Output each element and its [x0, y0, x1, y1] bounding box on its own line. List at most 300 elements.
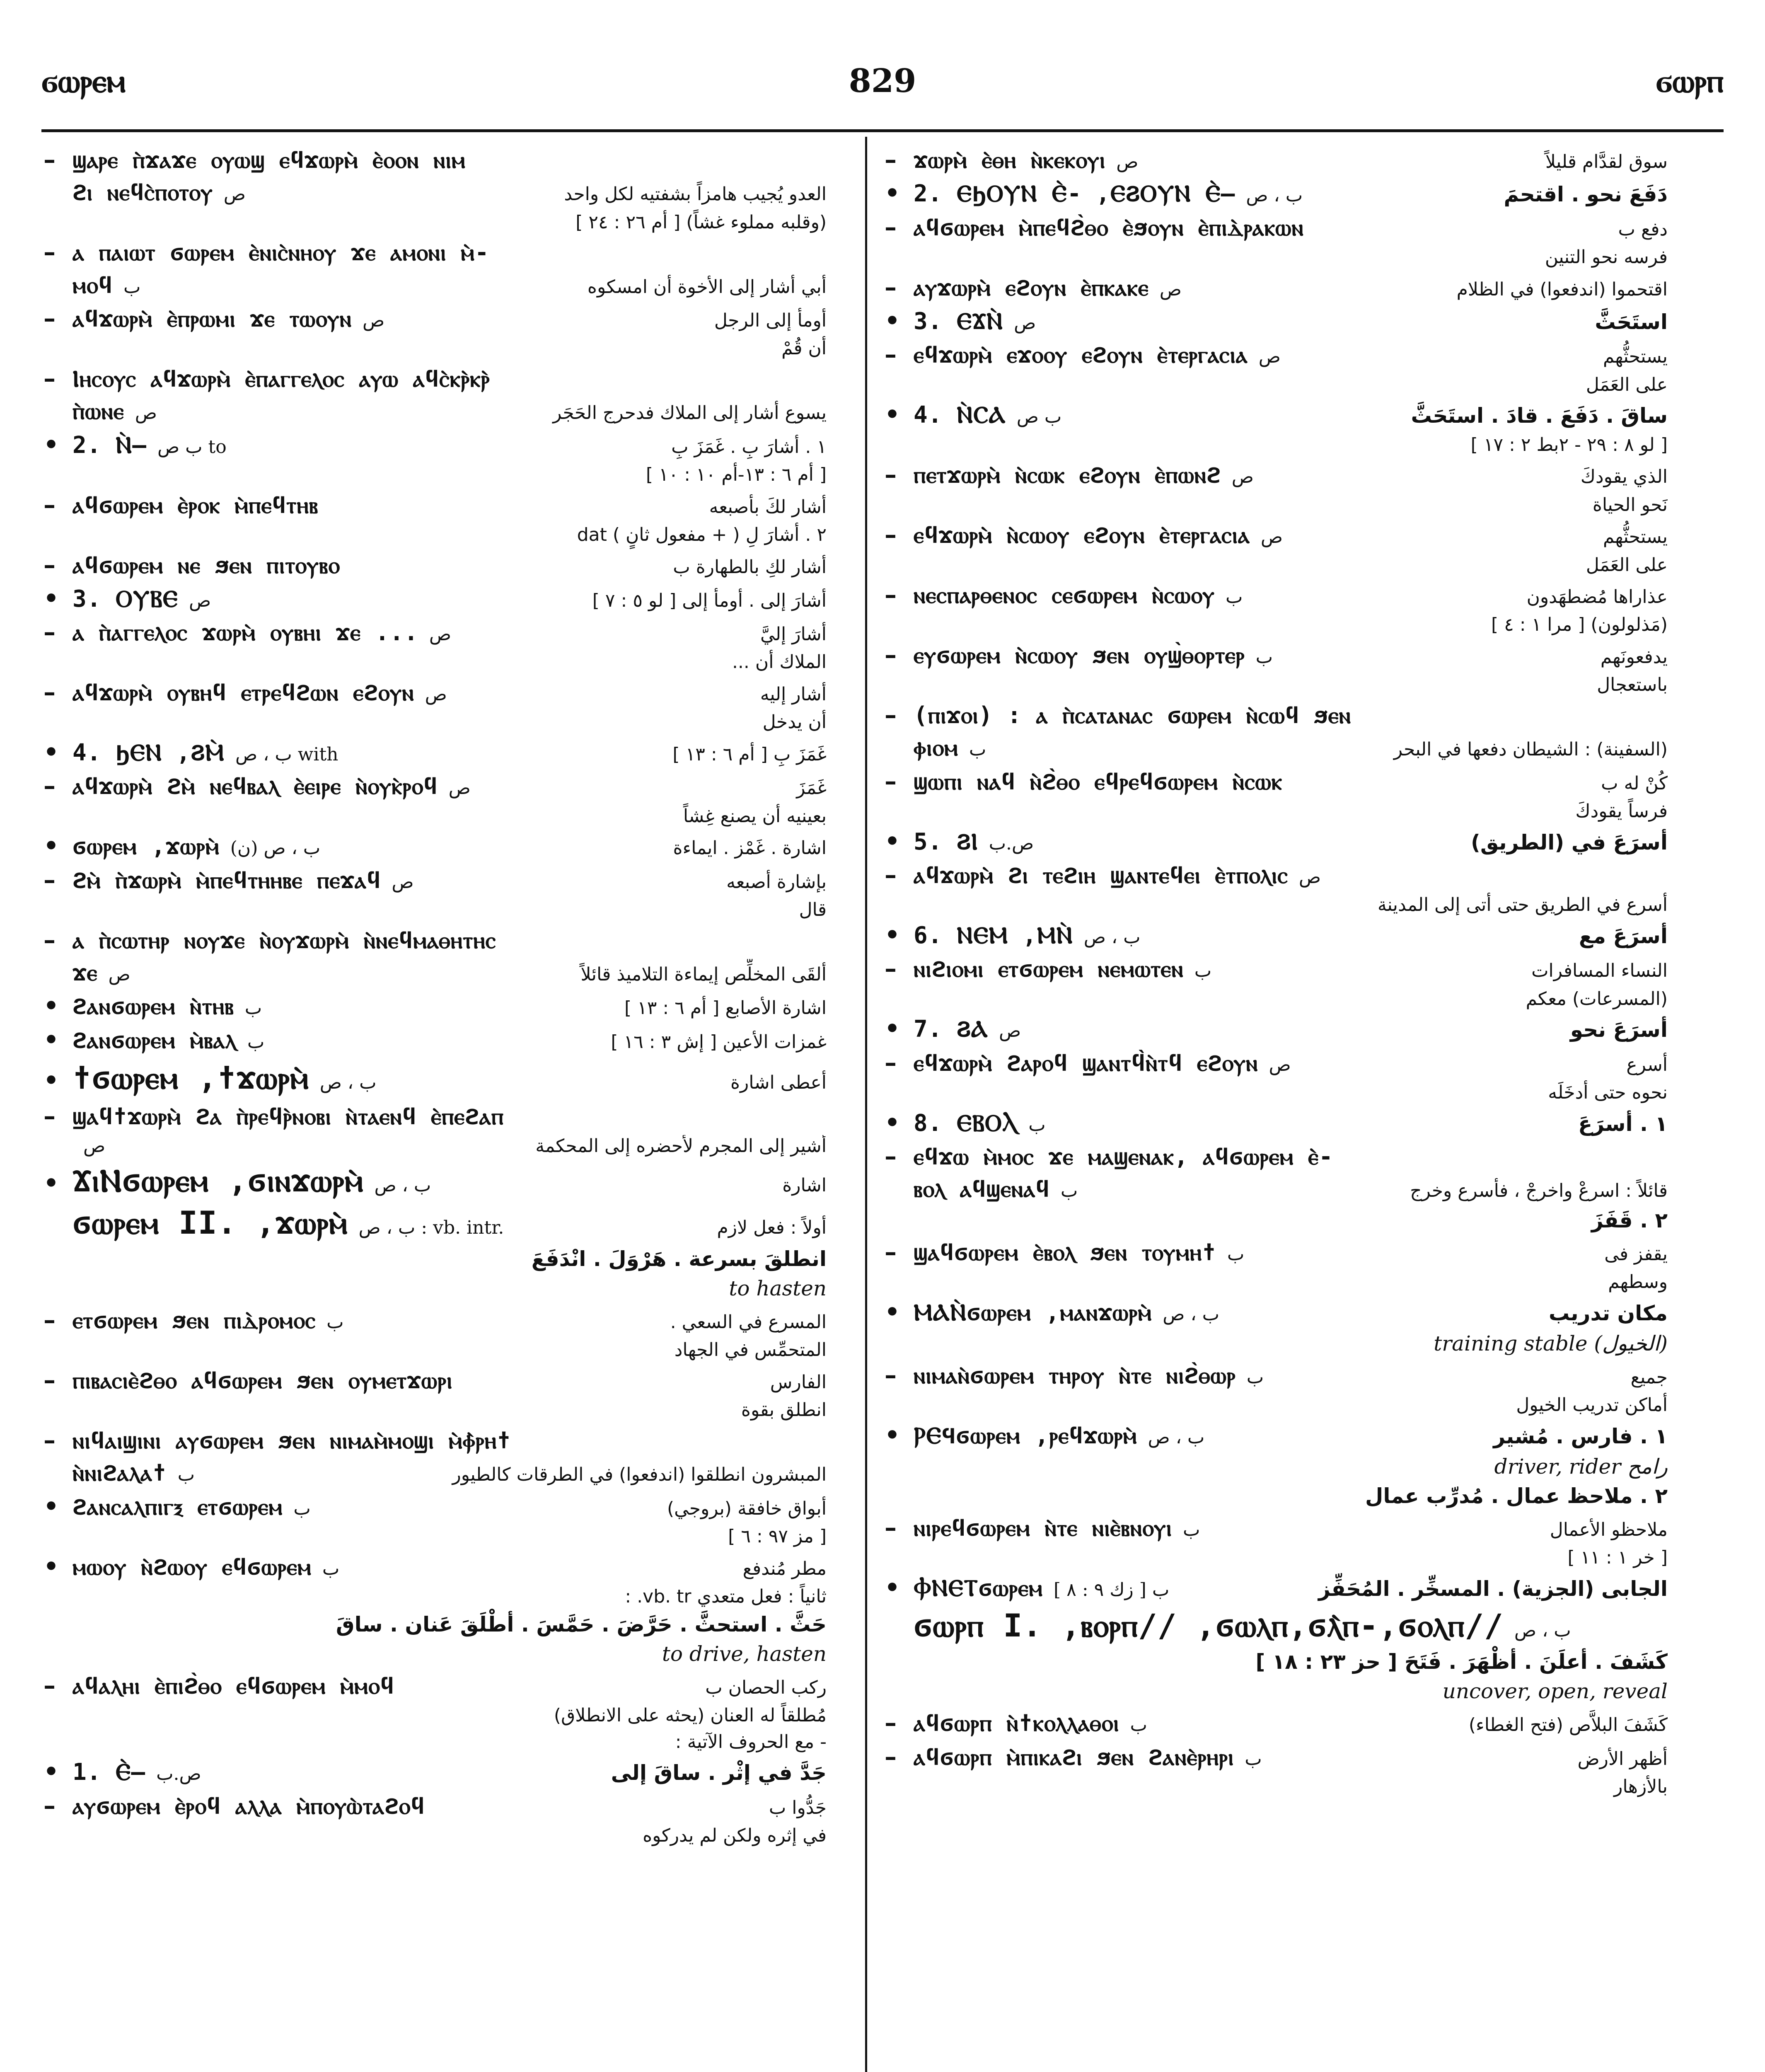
dictionary-entry — [44, 678, 827, 707]
dialect-label: ص — [1014, 312, 1036, 334]
entry-marker: – — [44, 145, 56, 174]
entry-line — [44, 271, 827, 300]
dictionary-entry — [885, 460, 1668, 489]
dictionary-entry — [44, 364, 827, 393]
dictionary-entry — [885, 954, 1668, 983]
arabic-gloss-continued: فرساً يقودكَ — [1575, 801, 1668, 822]
dictionary-entry — [885, 179, 1668, 208]
entry-line — [885, 767, 1668, 796]
dictionary-entry — [44, 464, 827, 486]
coptic-headword: 2. ⲈϦⲞⲨⲚ Ⲉ̀- ,ⲈϨⲞⲨⲚ Ⲉ̀– — [914, 180, 1236, 208]
arabic-gloss-continued: نَحو الحياة — [1592, 494, 1668, 516]
dictionary-entry — [44, 1825, 827, 1847]
entry-line — [44, 584, 827, 613]
arabic-gloss: أشار لكَ بأصبعه — [709, 496, 827, 518]
entry-line — [44, 1492, 827, 1521]
header-left-guideword: ϭⲱⲣⲉⲙ — [41, 62, 126, 100]
entry-line — [885, 340, 1668, 369]
coptic-headword: ⲛⲓⲣⲉϥϭⲱⲣⲉⲙ ⲛ̀ⲧⲉ ⲛⲓⲉ̀ⲃⲛⲟⲩⲓ — [914, 1515, 1173, 1542]
dictionary-entry — [44, 1459, 827, 1487]
coptic-headword: ⲁⲩϭⲱⲣⲉⲙ ⲉ̀ⲣⲟϥ ⲁⲗⲗⲁ ⲙ̀ⲡⲟⲩⲱ̀ⲧⲁϩⲟϥ — [73, 1792, 425, 1820]
arabic-gloss-continued: [ مز ٩٧ : ٦ ] — [728, 1525, 827, 1547]
arabic-gloss: غَمَزَ — [796, 777, 827, 799]
entry-line — [44, 1426, 827, 1455]
dictionary-entry — [44, 771, 827, 801]
entry-marker: • — [885, 306, 900, 335]
coptic-headword: 1. Ⲉ̀– — [73, 1759, 146, 1786]
dictionary-entry — [885, 1484, 1668, 1509]
entry-marker: – — [885, 701, 897, 729]
entry-marker: – — [885, 1142, 897, 1170]
arabic-gloss: يسوع أشار إلى الملاك فدحرج الحَجَر — [553, 402, 827, 424]
entry-line — [885, 827, 1668, 856]
coptic-headword: ϩⲁⲛϭⲱⲣⲉⲙ ⲙ̀ⲃⲁⲗ — [73, 1026, 237, 1054]
dictionary-entry — [885, 520, 1668, 549]
arabic-gloss: استَحَثَّ — [1595, 310, 1668, 334]
entry-line — [44, 364, 827, 393]
coptic-headword: ⲡ̀ⲱⲛⲉ — [73, 398, 124, 425]
arabic-gloss-continued: وسطهم — [1608, 1271, 1668, 1293]
entry-marker: • — [44, 992, 59, 1020]
arabic-gloss: ساقَ . دَفَعَ . قادَ . استَحَثَّ — [1411, 404, 1668, 428]
dictionary-entry — [885, 1108, 1668, 1138]
arabic-gloss: يقفز فى — [1604, 1243, 1668, 1265]
dialect-label: ب — [1227, 1243, 1245, 1265]
dialect-label: ب ، ص — [319, 1072, 377, 1093]
entry-marker: – — [44, 364, 56, 392]
entry-line — [44, 397, 827, 426]
coptic-headword: ⲫⲓⲟⲙ — [914, 734, 958, 762]
dialect-label: ب — [1246, 1366, 1264, 1388]
entry-marker: • — [885, 921, 900, 949]
dialect-label: ب — [1028, 1114, 1046, 1135]
dialect-label: ص.ب — [989, 833, 1034, 854]
entry-marker: – — [44, 772, 56, 800]
entry-marker: – — [885, 1360, 897, 1389]
entry-marker: • — [885, 400, 900, 429]
dictionary-entry — [885, 580, 1668, 610]
entry-marker: • — [885, 827, 900, 855]
dictionary-entry — [885, 988, 1668, 1010]
arabic-gloss: دَفَعَ نحو . اقتحمَ — [1504, 182, 1668, 207]
entry-marker: – — [885, 1742, 897, 1771]
entry-line — [44, 430, 827, 460]
dialect-label: ب ، ص — [1246, 185, 1303, 206]
coptic-headword: ⲉϥϫⲱⲣⲙ̀ ⲉϫⲟⲟⲩ ⲉϩⲟⲩⲛ ⲉ̀ⲧⲉⲣⲅⲁⲥⲓⲁ — [914, 341, 1248, 369]
coptic-headword: ⲁⲩϫⲱⲣⲙ̀ ⲉϩⲟⲩⲛ ⲉ̀ⲡⲕⲁⲕⲉ — [914, 274, 1149, 301]
dictionary-entry — [44, 584, 827, 613]
arabic-gloss: أولاً : فعل لازم — [717, 1217, 827, 1239]
dictionary-entry — [44, 1101, 827, 1131]
coptic-headword: ⲉⲧϭⲱⲣⲉⲙ ϧⲉⲛ ⲡⲓⲇ̀ⲣⲟⲙⲟⲥ — [73, 1307, 316, 1334]
dictionary-entry — [44, 1612, 827, 1637]
arabic-gloss: أسرَعَ مع — [1579, 924, 1668, 949]
arabic-gloss-continued: أن يدخل — [762, 712, 827, 733]
coptic-headword: ⲁϥϭⲱⲣⲡ ⲙ̀ⲡⲓⲕⲁϩⲓ ϧⲉⲛ ϩⲁⲛⲉ̀ⲣⲏⲣⲓ — [914, 1743, 1234, 1771]
dialect-label: ص.ب — [156, 1763, 201, 1785]
dictionary-entry — [44, 1204, 827, 1242]
entry-line — [885, 213, 1668, 242]
arabic-gloss: أشارَ إلى . أومأ إلى [ لو ٥ : ٧ ] — [592, 590, 827, 611]
arabic-gloss: ملاحظو الأعمال — [1550, 1519, 1668, 1541]
arabic-gloss: ١ . أشارَ بِ . غَمَزَ بِ — [671, 436, 827, 457]
entry-marker: • — [885, 1297, 900, 1326]
entry-marker: – — [885, 1048, 897, 1077]
dictionary-entry — [885, 920, 1668, 950]
dictionary-entry — [885, 1776, 1668, 1798]
coptic-headword: ϫⲉ — [73, 959, 98, 986]
entry-marker: – — [885, 1709, 897, 1737]
entry-line — [44, 490, 827, 520]
arabic-gloss: كُنْ له ب — [1601, 772, 1668, 794]
coptic-headword: ⲉⲩϭⲱⲣⲉⲙ ⲛ̀ⲥⲱⲟⲩ ϧⲉⲛ ⲟⲩϣ̀ⲑⲟⲣⲧⲉⲣ — [914, 642, 1245, 669]
arabic-gloss: الذي يقودكَ — [1580, 466, 1668, 488]
coptic-headword: ϯϭⲱⲣⲉⲙ ,ϯϫⲱⲣⲙ̀ — [73, 1059, 309, 1096]
entry-line — [44, 237, 827, 267]
dialect-label: ص — [135, 402, 157, 424]
entry-line — [885, 1142, 1668, 1171]
dialect-label: ب — [1060, 1180, 1078, 1202]
entry-line — [44, 179, 827, 207]
dictionary-entry — [44, 1731, 827, 1753]
arabic-gloss: أومأ إلى الرجل — [714, 310, 827, 331]
coptic-headword: 2. Ⲛ̀– — [73, 431, 147, 459]
coptic-headword: ϩⲁⲛⲥⲁⲗⲡⲓⲅⲝ ⲉⲧϭⲱⲣⲉⲙ — [73, 1493, 283, 1520]
arabic-gloss-continued: (مَذلولون) [ مرا ١ : ٤ ] — [1491, 614, 1668, 636]
coptic-headword: ⲛⲓⲙⲁⲛ̀ϭⲱⲣⲉⲙ ⲧⲏⲣⲟⲩ ⲛ̀ⲧⲉ ⲛⲓϩ̀ⲑⲱⲣ — [914, 1362, 1236, 1389]
arabic-gloss-continued: (وقلبه مملوء غشاً) [ أم ٢٦ : ٢٤ ] — [575, 211, 827, 233]
arabic-gloss: النساء المسافرات — [1531, 960, 1668, 982]
entry-marker: – — [885, 273, 897, 301]
entry-marker: – — [44, 1366, 56, 1394]
english-gloss: uncover, open, reveal — [1442, 1679, 1668, 1704]
entry-line — [44, 1162, 827, 1200]
entry-marker: • — [44, 1169, 59, 1197]
arabic-gloss: ١ . فارس . مُشير — [1493, 1424, 1668, 1448]
dictionary-entry — [44, 1276, 827, 1301]
entry-line — [44, 831, 827, 861]
entry-marker: – — [44, 490, 56, 519]
dictionary-entry — [885, 1573, 1668, 1602]
entry-line — [885, 1014, 1668, 1043]
dictionary-entry — [885, 1679, 1668, 1704]
arabic-gloss-continued: - مع الحروف الآتية : — [675, 1731, 827, 1752]
dictionary-entry — [885, 1297, 1668, 1327]
coptic-headword: ϣⲁϥϭⲱⲣⲉⲙ ⲉ̀ⲃⲟⲗ ϧⲉⲛ ⲧⲟⲩⲙⲏϯ — [914, 1239, 1216, 1266]
arabic-gloss: الفارس — [770, 1372, 827, 1393]
dialect-label: ب — [969, 739, 986, 760]
dictionary-entry — [44, 1757, 827, 1786]
coptic-headword: ⲙⲱⲟⲩ ⲛ̀ϩⲱⲟⲩ ⲉϥϭⲱⲣⲉⲙ — [73, 1553, 312, 1581]
dictionary-entry — [885, 1513, 1668, 1542]
coptic-headword: ϣⲁⲣⲉ ⲡ̀ϫⲁϫⲉ ⲟⲩⲱϣ ⲉϥϫⲱⲣⲙ̀ ⲉ̀ⲟⲟⲛ ⲛⲓⲙ — [73, 147, 466, 174]
dialect-label: ص — [1258, 346, 1281, 368]
coptic-headword: ⲁ ⲡ̀ⲁⲅⲅⲉⲗⲟⲥ ϫⲱⲣⲙ̀ ⲟⲩⲃⲏⲓ ϫⲉ ... — [73, 619, 418, 646]
entry-line — [885, 734, 1668, 762]
arabic-gloss-continued: المتحمِّس في الجهاد — [674, 1339, 827, 1361]
dictionary-entry — [885, 1082, 1668, 1104]
coptic-headword: ⲁϥϫⲱⲣⲙ̀ ⲟⲩⲃⲏϥ ⲉⲧⲣⲉϥϩⲱⲛ ⲉϩⲟⲩⲛ — [73, 679, 414, 707]
entry-line — [885, 1513, 1668, 1542]
entry-marker: – — [44, 304, 56, 332]
dictionary-entry — [44, 1305, 827, 1335]
coptic-headword: ϪⲓⲚϭⲱⲣⲉⲙ ,ϭⲓⲛϫⲱⲣⲙ̀ — [73, 1162, 364, 1199]
coptic-headword: ⲉϥϫⲱⲣⲙ̀ ϩⲁⲣⲟϥ ϣⲁⲛⲧϥ̀ⲛ̀ⲧϥ ⲉϩⲟⲩⲛ — [914, 1049, 1258, 1077]
arabic-gloss-continued: باستعجال — [1597, 674, 1668, 696]
entry-marker: – — [44, 865, 56, 894]
coptic-headword: ϭⲱⲣⲉⲙ ,ϫⲱⲣⲙ̀ — [73, 833, 220, 860]
dictionary-entry — [44, 959, 827, 987]
dictionary-entry — [44, 1339, 827, 1361]
coptic-headword: ⲢⲈϤϭⲱⲣⲉⲙ ,ⲣⲉϥϫⲱⲣⲙ̀ — [914, 1422, 1137, 1449]
arabic-gloss-continued: أسرع في الطريق حتى أتى إلى المدينة — [1377, 894, 1668, 916]
dialect-label: ب — [1255, 646, 1273, 668]
dialect-label: ب — [1183, 1519, 1200, 1541]
dictionary-entry — [44, 1791, 827, 1820]
arabic-gloss-continued: ٢ . قَفَزَ — [1591, 1208, 1668, 1232]
dictionary-entry — [885, 1048, 1668, 1077]
entry-line — [885, 1421, 1668, 1450]
entry-line — [44, 865, 827, 895]
coptic-headword: ⲁϥϭⲱⲣⲡ ⲛ̀ϯⲕⲟⲗⲗⲁⲑⲟⲓ — [914, 1710, 1119, 1737]
entry-line — [44, 1101, 827, 1131]
coptic-headword: ⲁϥⲁⲗⲏⲓ ⲉ̀ⲡⲓϩ̀ⲑⲟ ⲉϥϭⲱⲣⲉⲙ ⲙ̀ⲙⲟϥ — [73, 1672, 394, 1699]
arabic-gloss-continued: نحوه حتى أدخَلَه — [1548, 1082, 1668, 1103]
dictionary-entry — [885, 1142, 1668, 1171]
dictionary-entry — [44, 271, 827, 300]
arabic-gloss-continued: على العَمَل — [1586, 374, 1668, 395]
entry-line — [885, 400, 1668, 429]
dialect-label: ص — [1116, 151, 1139, 172]
arabic-gloss-continued: الملاك أن ... — [732, 651, 827, 673]
dictionary-entry — [885, 860, 1668, 890]
arabic-gloss: جَدَّ في إثْر . ساقَ إلى — [611, 1761, 827, 1785]
dictionary-entry — [885, 734, 1668, 762]
entry-line — [885, 1237, 1668, 1267]
arabic-gloss-continued: مُطلقاً له العنان (يحثه على الانطلاق) — [554, 1704, 827, 1726]
entry-line — [44, 771, 827, 801]
coptic-headword: 4. Ⲛ̀ⲤⲀ — [914, 402, 1006, 429]
dictionary-entry — [885, 434, 1668, 456]
dictionary-entry — [44, 1399, 827, 1421]
dictionary-entry — [44, 1247, 827, 1272]
dialect-label: ب — [322, 1558, 340, 1579]
coptic-headword: ⲁϥϭⲱⲣⲉⲙ ⲙ̀ⲡⲉϥϩ̀ⲑⲟ ⲉ̀ϧⲟⲩⲛ ⲉ̀ⲡⲓⲇ̀ⲣⲁⲕⲱⲛ — [914, 214, 1304, 241]
entry-marker: • — [885, 1421, 900, 1449]
entry-line — [44, 304, 827, 333]
arabic-gloss: ١ . أسرَعَ — [1578, 1111, 1668, 1136]
dictionary-entry — [44, 1059, 827, 1097]
coptic-headword: 5. ϨⲒ — [914, 828, 978, 855]
entry-line — [44, 1204, 827, 1242]
entry-line — [44, 678, 827, 707]
dialect-label: ب ص to — [157, 436, 227, 457]
dictionary-entry — [44, 1585, 827, 1608]
dialect-label: ص — [1159, 278, 1182, 300]
entry-marker: – — [44, 618, 56, 646]
arabic-gloss: يستحثُّهم — [1603, 346, 1668, 368]
dictionary-entry — [885, 1421, 1668, 1450]
arabic-gloss: اشارة — [782, 1174, 827, 1196]
dictionary-entry — [885, 374, 1668, 396]
arabic-gloss: المسرع في السعي . — [670, 1312, 827, 1333]
dictionary-entry — [885, 340, 1668, 369]
arabic-gloss: أسرَعَ في (الطريق) — [1471, 830, 1668, 854]
entry-line — [885, 1607, 1668, 1645]
dictionary-entry — [885, 213, 1668, 242]
entry-line — [44, 617, 827, 647]
coptic-headword: (ⲡⲓϫⲟⲓ) : ⲁ ⲡ̀ⲥⲁⲧⲁⲛⲁⲥ ϭⲱⲣⲉⲙ ⲛ̀ⲥⲱϥ ϧⲉⲛ — [914, 702, 1351, 729]
dictionary-entry — [885, 246, 1668, 269]
entry-line — [885, 700, 1668, 730]
coptic-headword: ϣⲱⲡⲓ ⲛⲁϥ ⲛ̀ϩ̀ⲑⲟ ⲉϥⲣⲉϥϭⲱⲣⲉⲙ ⲛ̀ⲥⲱⲕ — [914, 768, 1283, 795]
coptic-headword: 3. ⲈϪⲚ̀ — [914, 307, 1003, 335]
arabic-gloss: بإشارة أصبعه — [726, 871, 827, 893]
dictionary-entry — [885, 1708, 1668, 1738]
coptic-headword: 4. ϦⲈⲚ ,ϨⲘ̀ — [73, 739, 225, 767]
entry-line — [44, 1365, 827, 1395]
dictionary-entry — [885, 1742, 1668, 1772]
entry-line — [885, 640, 1668, 670]
arabic-gloss-continued: ٢ . ملاحظ عمال . مُدرِّب عمال — [1365, 1484, 1668, 1508]
dictionary-entry — [44, 337, 827, 360]
entry-marker: – — [885, 213, 897, 241]
arabic-gloss: العدو يُجيب هامزاً بشفتيه لكل واحد — [564, 184, 827, 205]
arabic-gloss: أشير إلى المجرم لأحضره إلى المحكمة — [535, 1135, 827, 1157]
coptic-headword: ϣⲁϥϯϫⲱⲣⲙ̀ ϩⲁ ⲡ̀ⲣⲉϥⲣ̀ⲛⲟⲃⲓ ⲛ̀ⲧⲁⲉⲛϥ ⲉ̀ⲡⲉϩⲁⲡ — [73, 1103, 504, 1130]
entry-marker: – — [885, 520, 897, 549]
dialect-label: ب [ زك ٩ : ٨ ] — [1054, 1579, 1170, 1601]
entry-line — [44, 1305, 827, 1335]
entry-marker: • — [44, 1066, 59, 1094]
coptic-headword: 8. ⲈⲂⲞⲖ — [914, 1109, 1018, 1137]
english-gloss: driver, rider رامح — [1494, 1455, 1668, 1479]
arabic-gloss: المبشرون انطلقوا (اندفعوا) في الطرقات كالطيور — [452, 1464, 827, 1486]
dictionary-entry — [885, 1271, 1668, 1293]
entry-line — [44, 1025, 827, 1055]
english-gloss: to hasten — [729, 1276, 827, 1301]
dictionary-entry — [885, 1607, 1668, 1645]
dictionary-entry — [885, 1649, 1668, 1675]
entry-line — [44, 1059, 827, 1097]
dictionary-entry — [885, 614, 1668, 636]
arabic-gloss-continued: حَثَّ . استحثَّ . حَرَّضَ . حَمَّسَ . أطْلَقَ عَنان . ساقَ — [336, 1612, 827, 1636]
dictionary-entry — [44, 1025, 827, 1055]
dictionary-entry — [885, 1360, 1668, 1390]
dialect-label: ص — [429, 624, 452, 645]
dialect-label: ص — [999, 1020, 1021, 1042]
entry-line — [885, 179, 1668, 208]
dialect-label: ب ، ص — [1514, 1620, 1571, 1641]
entry-marker: – — [885, 954, 897, 983]
left-column — [44, 145, 827, 2072]
arabic-gloss: أعطى اشارة — [730, 1072, 827, 1093]
arabic-gloss: جميع — [1630, 1366, 1668, 1388]
entry-line — [44, 1552, 827, 1581]
dialect-label: ب — [1245, 1748, 1262, 1769]
entry-marker: • — [44, 832, 59, 860]
entry-line — [885, 920, 1668, 950]
dictionary-entry — [44, 1426, 827, 1455]
coptic-headword: ⲁϥϭⲱⲣⲉⲙ ⲛⲉ ϧⲉⲛ ⲡⲓⲧⲟⲩⲃⲟ — [73, 552, 340, 579]
arabic-gloss: اقتحموا (اندفعوا) في الظلام — [1456, 278, 1668, 300]
coptic-headword: ⲃⲟⲗ ⲁϥϣⲉⲛⲁϥ — [914, 1176, 1050, 1203]
arabic-gloss-continued: ثانياً : فعل متعدي vb. tr. : — [625, 1585, 827, 1607]
entry-line — [885, 954, 1668, 983]
entry-marker: • — [885, 1014, 900, 1043]
dialect-label: ب ، ص with — [235, 744, 338, 765]
arabic-gloss: أظهر الأرض — [1577, 1748, 1668, 1769]
coptic-headword: ⲛⲓϥⲁⲓϣⲓⲛⲓ ⲁⲩϭⲱⲣⲉⲙ ϧⲉⲛ ⲛⲓⲙⲁⲙ̀ⲙⲟϣⲓ ⲙ̀ⲫ̀ⲣⲏϯ — [73, 1427, 511, 1455]
dialect-label: ص — [1269, 1054, 1291, 1075]
dialect-label: ص — [1298, 867, 1321, 888]
arabic-gloss: أشار إليه — [760, 684, 827, 705]
coptic-headword: ⲁϥϫⲱⲣⲙ̀ ϩⲓ ⲧⲉϩⲓⲏ ϣⲁⲛⲧⲉϥⲉⲓ ⲉ̀ⲧⲡⲟⲗⲓⲥ — [914, 862, 1288, 889]
dictionary-entry — [44, 1135, 827, 1157]
arabic-gloss-continued: قال — [799, 899, 827, 921]
entry-marker: – — [44, 1306, 56, 1334]
entry-marker: – — [885, 340, 897, 369]
entry-line — [885, 860, 1668, 890]
arabic-gloss: كَشَفَ البلاَّص (فتح الغطاء) — [1468, 1714, 1668, 1736]
dictionary-entry — [44, 1525, 827, 1548]
dialect-label: ص — [1260, 526, 1283, 548]
entry-line — [44, 1459, 827, 1487]
entry-line — [885, 460, 1668, 489]
arabic-gloss: يدفعونَهم — [1600, 646, 1668, 668]
dialect-label: ب — [177, 1464, 195, 1486]
dialect-label: ب ص — [1016, 406, 1062, 428]
entry-marker: – — [885, 581, 897, 609]
dictionary-entry — [44, 550, 827, 580]
dictionary-entry — [44, 805, 827, 828]
entry-line — [885, 1297, 1668, 1327]
entry-marker: – — [44, 1426, 56, 1455]
dictionary-entry — [885, 1175, 1668, 1203]
arabic-gloss: اشارة الأصابع [ أم ٦ : ١٣ ] — [624, 997, 827, 1019]
entry-marker: – — [885, 1513, 897, 1542]
dictionary-entry — [44, 145, 827, 174]
dialect-label: ب ، ص — [1163, 1303, 1220, 1325]
coptic-headword: 6. ⲚⲈⲘ ,ⲘⲚ̀ — [914, 922, 1073, 949]
entry-line — [885, 273, 1668, 302]
entry-line — [44, 550, 827, 580]
arabic-gloss: دفع ب — [1618, 218, 1668, 240]
coptic-headword: 3. ⲞⲨⲂⲈ — [73, 585, 178, 612]
dictionary-entry — [44, 211, 827, 234]
dialect-label: ص — [189, 590, 211, 611]
arabic-gloss-continued: (المسرعات) معكم — [1526, 988, 1668, 1009]
entry-line — [44, 1757, 827, 1786]
entry-marker: • — [885, 1108, 900, 1137]
dictionary-entry — [885, 554, 1668, 576]
entry-marker: • — [44, 1552, 59, 1581]
entry-marker: • — [44, 1757, 59, 1786]
dictionary-entry — [885, 306, 1668, 336]
arabic-gloss-continued: أماكن تدريب الخيول — [1516, 1394, 1668, 1416]
arabic-gloss-continued: [ أم ٦ : ١٣-أم ١٠ : ١٠ ] — [646, 464, 827, 485]
entry-marker: – — [44, 238, 56, 266]
dictionary-entry — [885, 800, 1668, 823]
arabic-gloss: ألقَى المخلِّص إيماءة التلاميذ قائلاً — [580, 964, 827, 985]
dictionary-entry — [885, 700, 1668, 730]
entry-marker: – — [885, 641, 897, 669]
arabic-gloss: أشار لكِ بالطهارة ب — [673, 556, 827, 578]
entry-line — [885, 1708, 1668, 1738]
arabic-gloss-continued: كَشَفَ . أعلَنَ . أظْهَرَ . فَتَحَ [ حز ٢٣ : ١٨ ] — [1255, 1650, 1668, 1674]
arabic-gloss: (السفينة) : الشيطان دفعها في البحر — [1393, 739, 1668, 760]
arabic-gloss: أبواق خافقة (بروجي) — [667, 1498, 827, 1519]
